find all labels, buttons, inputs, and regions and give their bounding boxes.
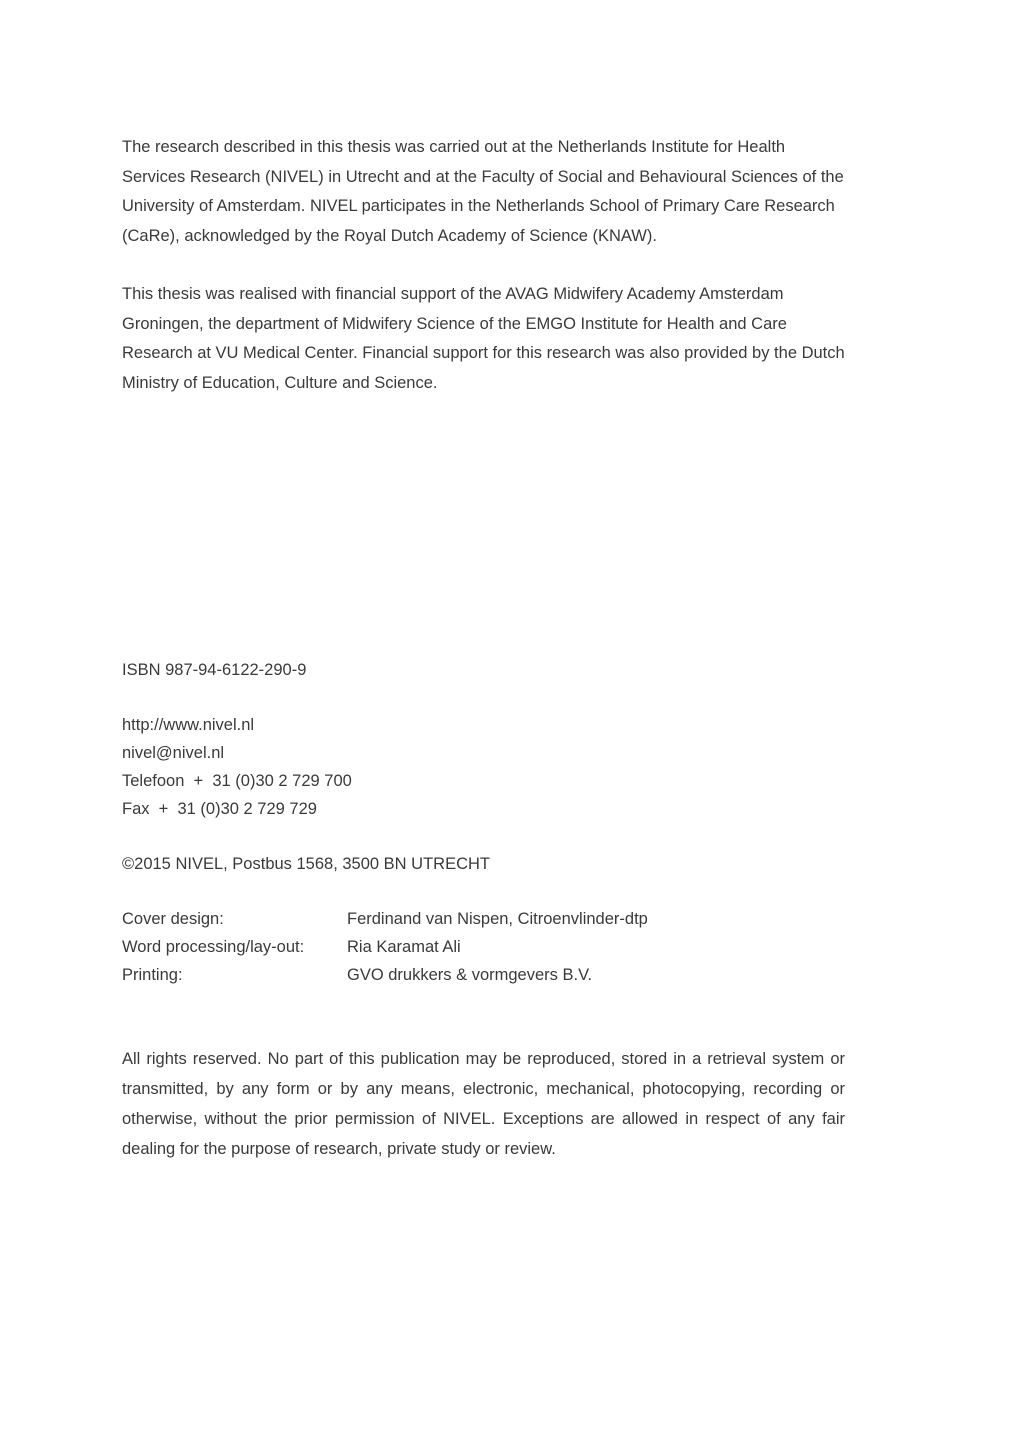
- credit-row-printing: [122, 961, 845, 989]
- credit-label: Cover design:: [122, 910, 224, 928]
- credit-row-cover-design: [122, 905, 845, 933]
- paragraph-institution: The research described in this thesis was carried out at the Netherlands Institute for Health Services Research (NIVEL) in Utrecht and at the Faculty of Social and Behavioural Sciences of the University of Amsterdam. NIVEL participates in the Netherlands School of Primary Care Research (CaRe), acknowledged by the Royal Dutch Academy of Science (KNAW).: [122, 138, 849, 245]
- fax-line: Fax + 31 (0)30 2 729 729: [122, 800, 317, 818]
- vertical-spacer: [122, 398, 845, 656]
- vertical-spacer: [122, 684, 845, 711]
- credit-value: Ria Karamat Ali: [347, 938, 461, 956]
- contact-block: [122, 711, 845, 823]
- credits-table: [122, 905, 845, 989]
- paragraph-rights: All rights reserved. No part of this publication may be reproduced, stored in a retrieval system or transmitted, by any form or by any means, electronic, mechanical, photocopying, recording or otherwise, without the prior permission of NIVEL. Exceptions are allowed in respect of any fair dealing for the purpose of research, private study or review.: [122, 1050, 845, 1158]
- phone-line: Telefoon + 31 (0)30 2 729 700: [122, 772, 352, 790]
- credit-value: Ferdinand van Nispen, Citroenvlinder-dtp: [347, 910, 648, 928]
- credit-label: Printing:: [122, 966, 183, 984]
- email-line: nivel@nivel.nl: [122, 744, 225, 762]
- paragraph-funding: This thesis was realised with financial support of the AVAG Midwifery Academy Amsterdam Groningen, the department of Midwifery Science of the EMGO Institute for Health and Care Research at VU Medical Center. Financial support for this research was also provided by the Dutch Ministry of Education, Culture and Science.: [122, 285, 850, 392]
- copyright-line: ©2015 NIVEL, Postbus 1568, 3500 BN UTRECHT: [122, 855, 491, 873]
- website-line: http://www.nivel.nl: [122, 716, 255, 734]
- credit-value: GVO drukkers & vormgevers B.V.: [347, 966, 593, 984]
- credit-row-word-processing: [122, 933, 845, 961]
- credit-label: Word processing/lay-out:: [122, 938, 305, 956]
- vertical-spacer: [122, 823, 845, 850]
- isbn-line: ISBN 987-94-6122-290-9: [122, 661, 307, 679]
